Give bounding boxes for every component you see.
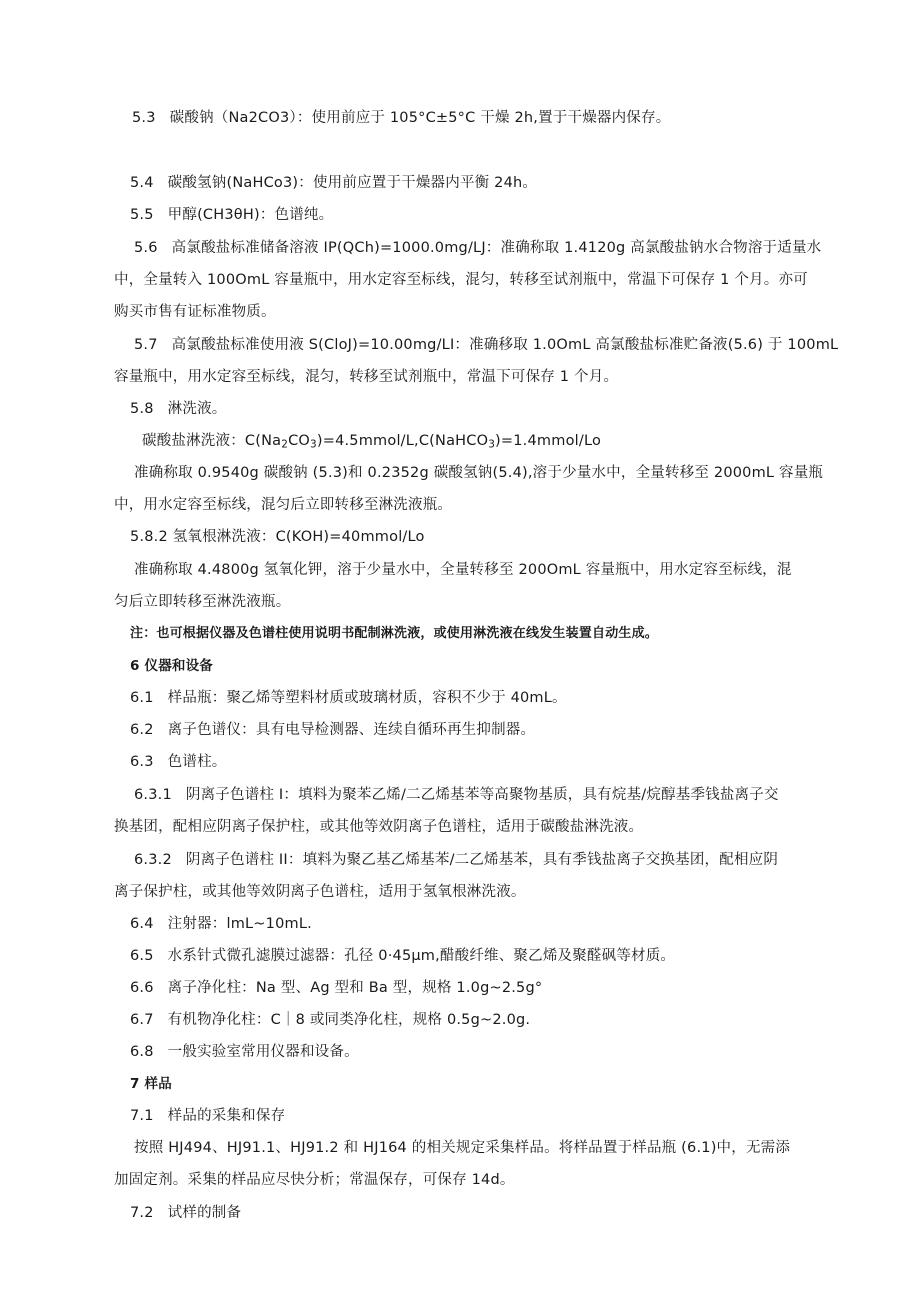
section-5-6-line-1 (134, 238, 821, 258)
section-text: 阴离子色谱柱 II：填料为聚乙基乙烯基苯/二乙烯基苯，具有季钱盐离子交换基团，配相应阴 (185, 852, 779, 868)
section-number: 6.7 (130, 1012, 154, 1028)
section-number: 7.1 (130, 1108, 154, 1124)
section-6-2 (130, 720, 535, 740)
section-5-4 (130, 173, 537, 193)
section-number: 6.6 (130, 980, 154, 996)
section-number: 6.2 (130, 722, 154, 738)
section-number: 6.4 (130, 916, 154, 932)
section-6-3-1-line-2: 换基团，配相应阴离子保护柱，或其他等效阴离子色谱柱，适用于碳酸盐淋洗液。 (114, 819, 644, 835)
section-text: 离子色谱仪：具有电导检测器、连续自循环再生抑制器。 (167, 722, 536, 738)
heading-6-instruments: 6 仪器和设备 (130, 658, 213, 674)
section-6-3-2-line-1 (134, 850, 778, 870)
section-number: 5.3 (132, 110, 156, 126)
koh-prep-line-2: 匀后立即转移至淋洗液瓶。 (114, 594, 291, 610)
section-5-8 (130, 399, 226, 419)
carbonate-prep-line-1: 准确称取 0.9540g 碳酸钠 (5.3)和 0.2352g 碳酸氢钠(5.4),溶于少量水中，全量转移至 2000mL 容量瓶 (134, 465, 824, 481)
section-6-4 (130, 914, 312, 934)
section-6-3-1-line-1 (134, 785, 779, 805)
section-text: 试样的制备 (167, 1205, 242, 1221)
section-text: 高氯酸盐标准储备溶液 IP(QCh)=1000.0mg/LJ：准确称取 1.4120g 高氯酸盐钠水合物溶于适量水 (171, 240, 822, 256)
section-number: 5.5 (130, 207, 154, 223)
section-text: 碳酸氢钠(NaHCo3)：使用前应置于干燥器内平衡 24h。 (167, 175, 538, 191)
carbonate-eluent-formula: 碳酸盐淋洗液：$C(Na_2CO_3)=4.5mmol∕L,C(NaHCO_3)=1.4mmol/Lo$ (142, 433, 602, 451)
section-5-6-line-2: 中，全量转入 100OmL 容量瓶中，用水定容至标线，混匀，转移至试剂瓶中，常温下可保存 1 个月。亦可 (114, 272, 808, 288)
section-text: 色谱柱。 (167, 754, 227, 770)
section-text: 一般实验室常用仪器和设备。 (167, 1044, 359, 1060)
section-5-7-line-1 (134, 335, 838, 355)
koh-prep-line-1: 准确称取 4.4800g 氢氧化钾，溶于少量水中，全量转移至 200OmL 容量瓶中，用水定容至标线，混 (134, 562, 792, 578)
section-number: 6.8 (130, 1044, 154, 1060)
section-5-7-line-2: 容量瓶中，用水定容至标线，混匀，转移至试剂瓶中，常温下可保存 1 个月。 (114, 369, 619, 385)
section-text: 水系针式微孔滤膜过滤器：孔径 0·45μm,醋酸纤维、聚乙烯及聚醛砜等材质。 (167, 948, 676, 964)
section-number: 5.8 (130, 401, 154, 417)
section-number: 5.6 (134, 240, 158, 256)
sampling-line-2: 加固定剂。采集的样品应尽快分析；常温保存，可保存 14d。 (114, 1172, 515, 1188)
section-number: 5.7 (134, 337, 158, 353)
carbonate-prep-line-2: 中，用水定容至标线，混匀后立即转移至淋洗液瓶。 (114, 497, 453, 513)
section-text: 样品的采集和保存 (167, 1108, 286, 1124)
section-5-5 (130, 205, 333, 225)
section-6-8 (130, 1042, 359, 1062)
section-7-1 (130, 1106, 285, 1126)
section-5-8-2: 5.8.2 氢氧根淋洗液：C(KOH)=40mmol/Lo (130, 529, 425, 545)
section-5-6-line-3: 购买市售有证标准物质。 (114, 304, 276, 320)
section-text: 甲醇(CH3θH)：色谱纯。 (167, 207, 334, 223)
section-number: 5.4 (130, 175, 154, 191)
section-number: 6.3.1 (134, 787, 172, 803)
section-number: 7.2 (130, 1205, 154, 1221)
section-6-5 (130, 946, 675, 966)
section-text: 碳酸钠（Na2CO3）：使用前应于 105°C±5°C 干燥 2h,置于干燥器内保存。 (169, 110, 671, 126)
section-number: 6.3 (130, 754, 154, 770)
section-6-7 (130, 1010, 530, 1030)
section-text: 淋洗液。 (167, 401, 227, 417)
section-5-3 (132, 108, 670, 128)
section-6-3-2-line-2: 离子保护柱，或其他等效阴离子色谱柱，适用于氢氧根淋洗液。 (114, 884, 526, 900)
section-number: 6.1 (130, 690, 154, 706)
section-text: 离子净化柱：Na 型、Ag 型和 Ba 型，规格 1.0g~2.5g° (167, 980, 543, 996)
section-6-3 (130, 752, 226, 772)
section-6-6 (130, 978, 542, 998)
section-text: 注射器：lmL~10mL. (167, 916, 312, 932)
eluent-note: 注：也可根据仪器及色谱柱使用说明书配制淋洗液，或使用淋洗液在线发生装置自动生成。 (130, 626, 659, 641)
section-6-1 (130, 688, 567, 708)
section-text: 有机物净化柱：C｜8 或同类净化柱，规格 0.5g~2.0g. (167, 1012, 531, 1028)
section-text: 高氯酸盐标准使用液 S(CloJ)=10.00mg/LI：准确移取 1.0OmL 高氯酸盐标准贮备液(5.6) 于 100mL (171, 337, 839, 353)
section-7-2 (130, 1203, 241, 1223)
heading-7-samples: 7 样品 (130, 1076, 172, 1092)
sampling-line-1: 按照 HJ494、HJ91.1、HJ91.2 和 HJ164 的相关规定采集样品。将样品置于样品瓶 (6.1)中，无需添 (134, 1140, 791, 1156)
section-text: 样品瓶：聚乙烯等塑料材质或玻璃材质，容积不少于 40mL。 (167, 690, 567, 706)
section-number: 6.5 (130, 948, 154, 964)
section-number: 6.3.2 (134, 852, 172, 868)
section-text: 阴离子色谱柱 I：填料为聚苯乙烯/二乙烯基苯等高聚物基质，具有烷基/烷醇基季钱盐离子交 (185, 787, 779, 803)
